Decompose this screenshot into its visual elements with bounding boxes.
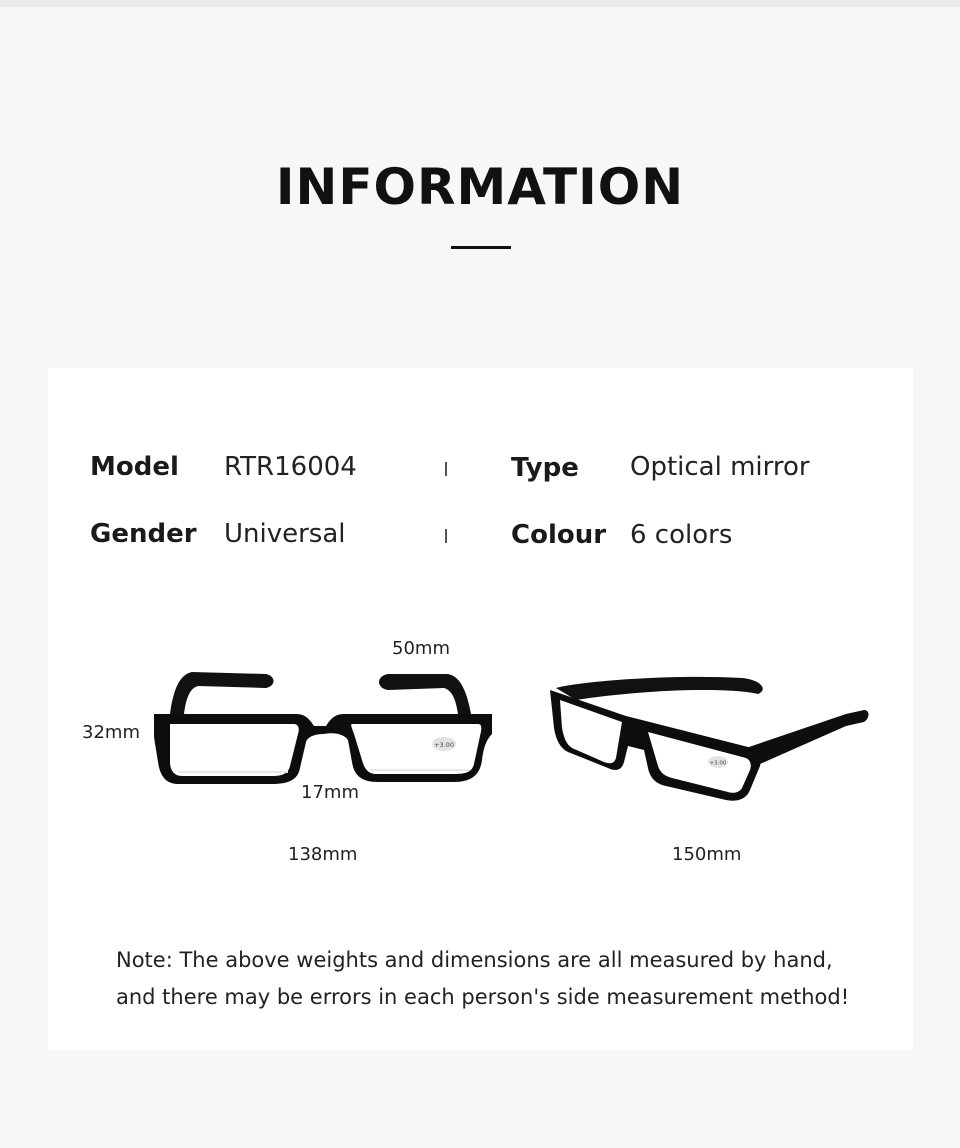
spec-label-gender: Gender xyxy=(90,519,197,549)
spec-value-colour: 6 colors xyxy=(630,520,733,550)
title-underline xyxy=(451,246,511,249)
spec-value-model: RTR16004 xyxy=(224,452,357,482)
bridge-width-label: 17mm xyxy=(301,782,359,803)
lens-power-sticker: +3.00 xyxy=(434,741,454,749)
spec-label-colour: Colour xyxy=(511,520,607,550)
spec-label-model: Model xyxy=(90,452,179,482)
measurement-note xyxy=(116,942,876,1016)
spec-divider xyxy=(445,462,447,476)
spec-value-gender: Universal xyxy=(224,519,346,549)
spec-value-type: Optical mirror xyxy=(630,452,810,482)
lens-power-sticker: +3.00 xyxy=(709,760,727,767)
page-title: INFORMATION xyxy=(275,158,685,216)
frame-width-label: 138mm xyxy=(288,844,358,865)
total-length-label: 150mm xyxy=(672,844,742,865)
note-line-1: Note: The above weights and dimensions are all measured by hand, xyxy=(116,948,833,972)
spec-label-type: Type xyxy=(511,453,579,483)
top-strip xyxy=(0,0,960,7)
note-line-2: and there may be errors in each person's side measurement method! xyxy=(116,985,850,1009)
glasses-angle-view-image xyxy=(546,668,876,808)
info-card xyxy=(48,368,913,1050)
glasses-front-view-image xyxy=(148,664,498,794)
lens-height-label: 32mm xyxy=(82,722,140,743)
spec-divider xyxy=(445,529,447,543)
temple-length-label: 50mm xyxy=(392,638,450,659)
